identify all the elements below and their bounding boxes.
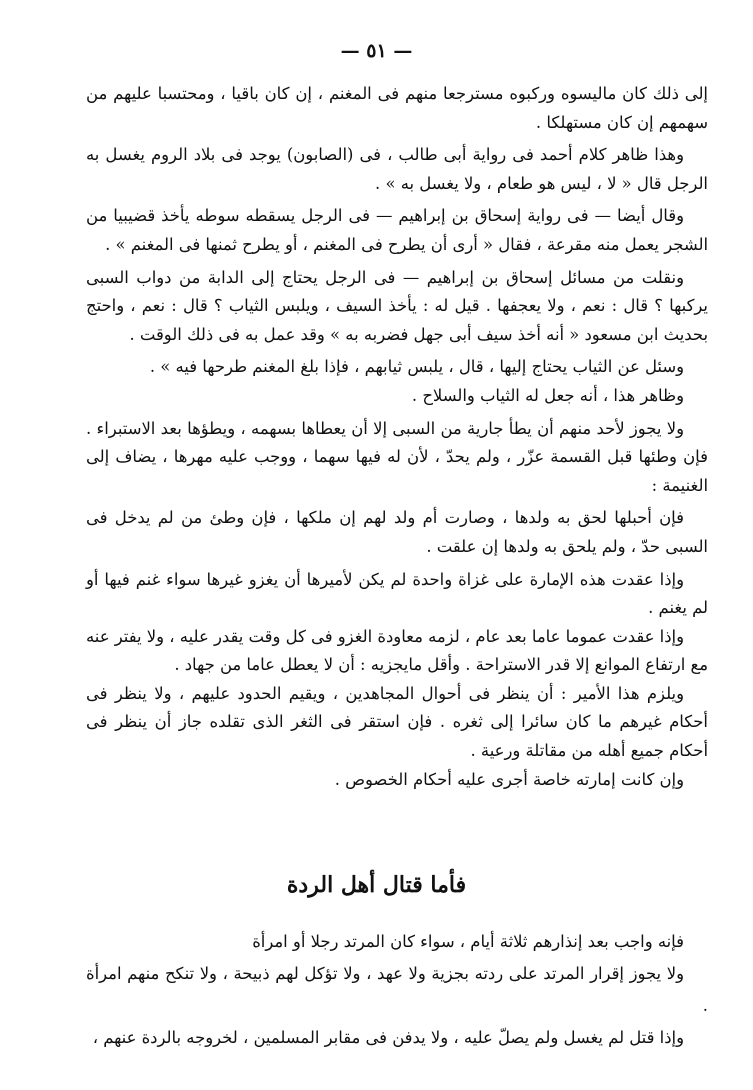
paragraph: ونقلت من مسائل إسحاق بن إبراهيم — فى الرجل يحتاج إلى الدابة من دواب السبى يركبها ؟ قال : نعم ، ولا يعجفها . قيل له : يأخذ السيف ، ويلبس الثياب ؟ قال : نعم ، واحتج بحديث ابن مسعود « أنه أخذ سيف أبى جهل فضربه به » وقد عمل به فى ذلك الوقت . (86, 267, 708, 344)
paragraph: وظاهر هذا ، أنه جعل له الثياب والسلاح . (411, 385, 684, 405)
paragraph: وإذا عقدت عموما عاما بعد عام ، لزمه معاودة الغزو فى كل وقت يقدر عليه ، ولا يفتر عنه مع ارتفاع الموانع إلا قدر الاستراحة . وأقل مايجزيه : أن لا يعطل عاما من جهاد . (86, 626, 708, 675)
paragraph: إلى ذلك كان ماليسوه وركبوه مسترجعا منهم فى المغنم ، إن كان باقيا ، ومحتسبا عليهم من سهمهم إن كان مستهلكا . (86, 84, 708, 132)
paragraph: وإذا عقدت هذه الإمارة على غزاة واحدة لم يكن لأميرها أن يغزو غيرها سواء غنم فيها أو لم يغنم . (86, 569, 708, 618)
main-text (86, 80, 708, 794)
paragraph: فإن أحبلها لحق به ولدها ، وصارت أم ولد لهم إن ملكها ، فإن وطئ من لم يدخل فى السبى حدّ ، ولم يلحق به ولدها إن علقت . (86, 508, 708, 556)
paragraph: وإذا قتل لم يغسل ولم يصلّ عليه ، ولا يدفن فى مقابر المسلمين ، لخروجه بالردة عنهم ، (92, 1028, 684, 1047)
paragraph: وسئل عن الثياب يحتاج إليها ، قال ، يلبس ثيابهم ، فإذا بلغ المغنم طرحها فيه » . (149, 357, 684, 377)
paragraph: فإنه واجب بعد إنذارهم ثلاثة أيام ، سواء كان المرتد رجلا أو امرأة (252, 932, 684, 951)
paragraph: وهذا ظاهر كلام أحمد فى رواية أبى طالب ، فى (الصابون) يوجد فى بلاد الروم يغسل به الرجل قال « لا ، ليس هو طعام ، ولا يغسل به » . (86, 145, 708, 193)
paragraph: ولا يجوز إقرار المرتد على ردته بجزية ولا عهد ، ولا تؤكل لهم ذبيحة ، ولا تنكح منهم امرأة . (86, 964, 708, 1015)
paragraph: ولا يجوز لأحد منهم أن يطأ جارية من السبى إلا أن يعطاها بسهمه ، ويطؤها بعد الاستبراء . فإن وطئها قبل القسمة عزّر ، ولم يحدّ ، لأن له فيها سهما ، ووجب عليه مهرها ، يضاف إلى الغنيمة : (86, 418, 708, 495)
paragraph: وإن كانت إمارته خاصة أجرى عليه أحكام الخصوص . (334, 769, 684, 789)
page-number: — ٥١ — (340, 40, 413, 62)
section-text (86, 926, 708, 1054)
paragraph: ويلزم هذا الأمير : أن ينظر فى أحوال المجاهدين ، ويقيم الحدود عليهم ، ولا ينظر فى أحكام غيرهم ما كان سائرا إلى ثغره . فإن استقر فى الثغر الذى تقلده جاز أن ينظر فى أحكام جميع أهله من مقاتلة ورعية . (86, 683, 708, 761)
paragraph: وقال أيضا — فى رواية إسحاق بن إبراهيم — فى الرجل يسقطه سوطه يأخذ قضيبيا من الشجر يعمل منه مقرعة ، فقال « أرى أن يطرح فى المغنم ، أو يطرح ثمنها فى المغنم » . (86, 206, 708, 254)
section-heading: فأما قتال أهل الردة (286, 872, 467, 898)
